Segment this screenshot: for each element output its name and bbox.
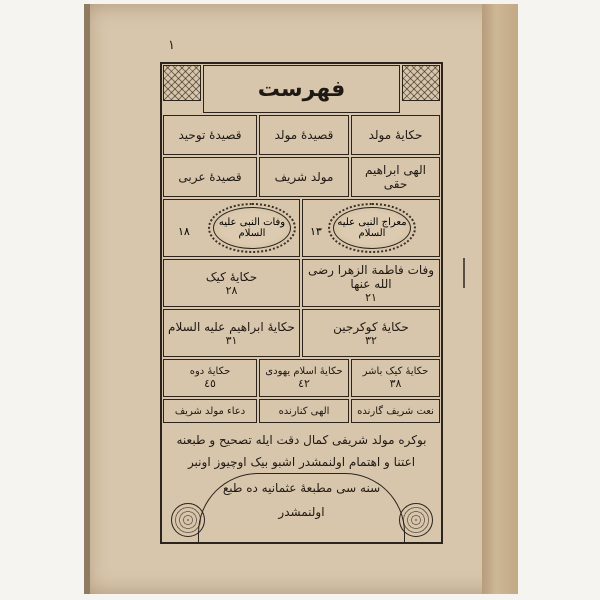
toc-entry-vefat-page: ١٨: [178, 225, 190, 238]
toc-entry-guvercin-page: ٣٢: [365, 333, 377, 347]
toc-entry-miraj-page: ١٣: [310, 225, 322, 238]
toc-entry-kaside-mevlid: قصیدهٔ مولد: [259, 115, 349, 155]
toc-entry-ibrahim-title: حکایهٔ ابراهیم علیه السلام: [168, 319, 295, 334]
toc-entry-ibrahim-page: ٣١: [225, 333, 238, 347]
corner-ornament-left: [163, 65, 201, 101]
toc-entry-keyik-basar-title: حکایهٔ کیک باشر: [362, 366, 429, 377]
toc-entry-guvercin-box: [302, 309, 440, 357]
toc-entry-deve-box: [163, 359, 257, 397]
toc-entry-vefat-title: وفات النبی علیه السلام: [213, 207, 291, 249]
toc-entry-mevlid-serif: مولد شریف: [259, 157, 349, 197]
colophon-box: [163, 425, 440, 541]
toc-entry-ilahi-kenar: الهی کنارنده: [259, 399, 349, 423]
pencil-mark: [463, 258, 465, 288]
colophon-line-3: سنه سی مطبعهٔ عثمانیه ده طبع: [222, 481, 381, 495]
toc-entry-deve-page: ٤٥: [204, 377, 216, 390]
toc-entry-hikaye-mevlid: حکایهٔ مولد: [351, 115, 440, 155]
toc-entry-islam-yahudi-page: ٤٢: [298, 377, 310, 390]
toc-entry-islam-yahudi-box: [259, 359, 349, 397]
toc-entry-keyik-title: حکایهٔ کیک: [205, 269, 258, 284]
toc-title: فهرست: [203, 65, 400, 113]
book-spine-edge: [84, 4, 90, 594]
colophon-line-2: اعتنا و اهتمام اولنمشدر اشبو بیک اوچیوز اونبر: [187, 455, 416, 469]
colophon-line-4: اولنمشدر: [278, 505, 325, 519]
toc-entry-keyik-basar-page: ٣٨: [389, 377, 402, 390]
page-number: ١: [168, 38, 175, 53]
toc-entry-keyik-box: [163, 259, 300, 307]
toc-entry-dua-mevlid: دعاء مولد شریف: [163, 399, 257, 423]
toc-entry-fatima-page: ٢١: [365, 290, 377, 304]
corner-ornament-right: [402, 65, 440, 101]
toc-entry-kaside-tevhid: قصیدهٔ توحید: [163, 115, 257, 155]
toc-entry-fatima-box: [302, 259, 440, 307]
colophon-line-1: بوکره مولد شریفی کمال دقت ایله تصحیح و طبعنه: [176, 433, 427, 447]
toc-entry-islam-yahudi-title: حکایهٔ اسلام یهودی: [265, 366, 343, 377]
toc-entry-miraj-title: معراج النبی علیه السلام: [333, 207, 411, 249]
toc-entry-keyik-page: ٢٨: [225, 283, 238, 297]
toc-entry-kaside-arabi: قصیدهٔ عربی: [163, 157, 257, 197]
facing-page-edge: [482, 4, 518, 594]
toc-entry-deve-title: حکایهٔ دوه: [189, 366, 231, 377]
toc-entry-nat-serif: نعت شریف گارنده: [351, 399, 440, 423]
toc-entry-ibrahim-box: [163, 309, 300, 357]
toc-entry-keyik-basar-box: [351, 359, 440, 397]
toc-entry-guvercin-title: حکایهٔ کوکرجین: [333, 319, 409, 334]
toc-entry-fatima-title: وفات فاطمة الزهرا رضی الله عنها: [307, 262, 435, 291]
toc-entry-ilahi-ibrahim-hakki: الهی ابراهیم حقی: [351, 157, 440, 197]
